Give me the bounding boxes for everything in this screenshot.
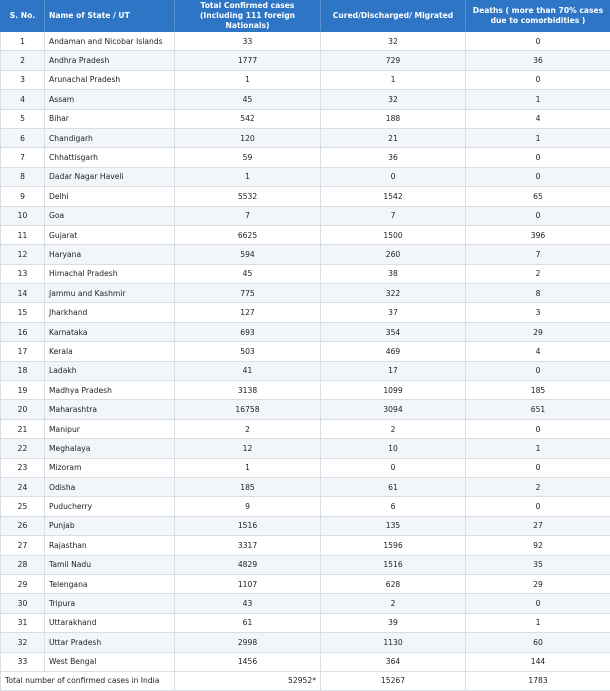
row-cured: 469 [321,342,466,361]
row-sno: 8 [1,167,45,186]
row-confirmed: 127 [175,303,321,322]
row-cured: 1 [321,70,466,89]
row-cured: 61 [321,477,466,496]
table-row [1,633,610,652]
header-cured: Cured/Discharged/ Migrated [321,1,466,32]
row-sno: 21 [1,419,45,438]
row-cured: 1596 [321,536,466,555]
row-deaths: 0 [466,148,610,167]
row-deaths: 29 [466,574,610,593]
row-deaths: 1 [466,439,610,458]
row-confirmed: 1 [175,167,321,186]
row-state: Jammu and Kashmir [45,284,175,303]
table-row [1,555,610,574]
header-confirmed: Total Confirmed cases (Including 111 foreign Nationals) [175,1,321,32]
row-deaths: 4 [466,342,610,361]
row-confirmed: 45 [175,90,321,109]
row-state: Andaman and Nicobar Islands [45,32,175,51]
table-row [1,90,610,109]
table-row [1,497,610,516]
row-state: Meghalaya [45,439,175,458]
row-confirmed: 1107 [175,574,321,593]
row-sno: 26 [1,516,45,535]
table-row [1,109,610,128]
table-row [1,264,610,283]
row-sno: 15 [1,303,45,322]
row-confirmed: 45 [175,264,321,283]
row-state: Puducherry [45,497,175,516]
total-confirmed: 52952* [175,671,321,690]
row-cured: 322 [321,284,466,303]
table-row [1,477,610,496]
row-state: Himachal Pradesh [45,264,175,283]
table-row [1,536,610,555]
row-cured: 36 [321,148,466,167]
table-row [1,594,610,613]
row-deaths: 3 [466,303,610,322]
row-cured: 2 [321,419,466,438]
table-row [1,381,610,400]
row-sno: 18 [1,361,45,380]
row-sno: 11 [1,225,45,244]
row-deaths: 35 [466,555,610,574]
row-deaths: 29 [466,322,610,341]
row-cured: 32 [321,90,466,109]
table-row [1,574,610,593]
row-state: Dadar Nagar Haveli [45,167,175,186]
row-confirmed: 33 [175,32,321,51]
row-cured: 32 [321,32,466,51]
row-deaths: 0 [466,594,610,613]
row-state: Madhya Pradesh [45,381,175,400]
row-deaths: 0 [466,497,610,516]
row-cured: 1500 [321,225,466,244]
row-sno: 28 [1,555,45,574]
row-cured: 364 [321,652,466,671]
table-row [1,458,610,477]
row-sno: 2 [1,51,45,70]
table-row [1,206,610,225]
header-deaths: Deaths ( more than 70% cases due to comorbidities ) [466,1,610,32]
row-state: Kerala [45,342,175,361]
row-cured: 188 [321,109,466,128]
table-row [1,439,610,458]
total-deaths: 1783 [466,671,610,690]
row-cured: 38 [321,264,466,283]
row-state: Manipur [45,419,175,438]
row-cured: 0 [321,458,466,477]
row-confirmed: 693 [175,322,321,341]
row-sno: 3 [1,70,45,89]
row-confirmed: 61 [175,613,321,632]
table-row [1,245,610,264]
row-sno: 30 [1,594,45,613]
row-sno: 16 [1,322,45,341]
table-row [1,303,610,322]
table-row [1,419,610,438]
table-row [1,613,610,632]
row-cured: 354 [321,322,466,341]
row-state: Jharkhand [45,303,175,322]
row-sno: 22 [1,439,45,458]
row-sno: 20 [1,400,45,419]
table-row [1,167,610,186]
row-state: West Bengal [45,652,175,671]
row-confirmed: 542 [175,109,321,128]
row-state: Mizoram [45,458,175,477]
row-state: Karnataka [45,322,175,341]
row-deaths: 4 [466,109,610,128]
row-sno: 14 [1,284,45,303]
row-state: Tripura [45,594,175,613]
row-confirmed: 7 [175,206,321,225]
row-deaths: 1 [466,90,610,109]
row-cured: 10 [321,439,466,458]
row-sno: 10 [1,206,45,225]
row-state: Bihar [45,109,175,128]
row-confirmed: 775 [175,284,321,303]
row-cured: 1542 [321,187,466,206]
table-row [1,284,610,303]
row-cured: 628 [321,574,466,593]
table-row [1,225,610,244]
row-cured: 1516 [321,555,466,574]
row-sno: 4 [1,90,45,109]
row-sno: 24 [1,477,45,496]
table-row [1,51,610,70]
row-sno: 5 [1,109,45,128]
table-row [1,128,610,147]
row-sno: 13 [1,264,45,283]
row-state: Ladakh [45,361,175,380]
row-cured: 39 [321,613,466,632]
row-state: Chhattisgarh [45,148,175,167]
row-deaths: 396 [466,225,610,244]
row-sno: 27 [1,536,45,555]
row-confirmed: 1516 [175,516,321,535]
row-confirmed: 4829 [175,555,321,574]
row-state: Rajasthan [45,536,175,555]
row-cured: 0 [321,167,466,186]
row-state: Telengana [45,574,175,593]
row-confirmed: 503 [175,342,321,361]
row-confirmed: 1 [175,70,321,89]
row-confirmed: 120 [175,128,321,147]
row-deaths: 0 [466,458,610,477]
row-deaths: 0 [466,419,610,438]
row-sno: 25 [1,497,45,516]
row-deaths: 1 [466,128,610,147]
header-state: Name of State / UT [45,1,175,32]
row-sno: 23 [1,458,45,477]
row-confirmed: 2 [175,419,321,438]
row-sno: 32 [1,633,45,652]
row-deaths: 27 [466,516,610,535]
row-deaths: 185 [466,381,610,400]
row-cured: 17 [321,361,466,380]
table-row [1,400,610,419]
row-cured: 21 [321,128,466,147]
row-confirmed: 16758 [175,400,321,419]
row-confirmed: 185 [175,477,321,496]
row-sno: 1 [1,32,45,51]
row-deaths: 92 [466,536,610,555]
total-cured: 15267 [321,671,466,690]
row-confirmed: 12 [175,439,321,458]
row-sno: 19 [1,381,45,400]
row-state: Assam [45,90,175,109]
row-state: Odisha [45,477,175,496]
row-state: Maharashtra [45,400,175,419]
row-state: Tamil Nadu [45,555,175,574]
header-sno: S. No. [1,1,45,32]
row-deaths: 0 [466,70,610,89]
header-row [1,1,610,32]
row-confirmed: 1 [175,458,321,477]
row-confirmed: 59 [175,148,321,167]
row-state: Andhra Pradesh [45,51,175,70]
row-confirmed: 41 [175,361,321,380]
row-cured: 260 [321,245,466,264]
row-confirmed: 1777 [175,51,321,70]
row-confirmed: 5532 [175,187,321,206]
row-deaths: 65 [466,187,610,206]
row-state: Arunachal Pradesh [45,70,175,89]
row-cured: 3094 [321,400,466,419]
row-deaths: 1 [466,613,610,632]
row-state: Gujarat [45,225,175,244]
row-deaths: 0 [466,32,610,51]
table-row [1,70,610,89]
row-sno: 7 [1,148,45,167]
table-body [1,32,610,672]
row-deaths: 651 [466,400,610,419]
table-row [1,516,610,535]
row-deaths: 144 [466,652,610,671]
row-cured: 729 [321,51,466,70]
row-cured: 1130 [321,633,466,652]
row-state: Punjab [45,516,175,535]
row-cured: 2 [321,594,466,613]
table-row [1,187,610,206]
row-sno: 12 [1,245,45,264]
row-cured: 1099 [321,381,466,400]
row-confirmed: 3317 [175,536,321,555]
row-sno: 6 [1,128,45,147]
row-deaths: 0 [466,167,610,186]
row-confirmed: 2998 [175,633,321,652]
row-state: Chandigarh [45,128,175,147]
table-row [1,652,610,671]
row-cured: 7 [321,206,466,225]
row-deaths: 60 [466,633,610,652]
row-deaths: 0 [466,361,610,380]
row-confirmed: 3138 [175,381,321,400]
row-deaths: 2 [466,264,610,283]
row-deaths: 36 [466,51,610,70]
row-deaths: 0 [466,206,610,225]
row-state: Uttar Pradesh [45,633,175,652]
table-row [1,342,610,361]
row-confirmed: 43 [175,594,321,613]
table-row [1,361,610,380]
total-label: Total number of confirmed cases in India [1,671,175,690]
row-cured: 135 [321,516,466,535]
row-cured: 6 [321,497,466,516]
row-sno: 17 [1,342,45,361]
table-row [1,322,610,341]
row-state: Haryana [45,245,175,264]
row-confirmed: 1456 [175,652,321,671]
row-cured: 37 [321,303,466,322]
row-deaths: 2 [466,477,610,496]
row-deaths: 7 [466,245,610,264]
row-state: Delhi [45,187,175,206]
row-deaths: 8 [466,284,610,303]
row-sno: 33 [1,652,45,671]
table-row [1,32,610,51]
table-row [1,148,610,167]
row-state: Uttarakhand [45,613,175,632]
row-sno: 9 [1,187,45,206]
row-sno: 29 [1,574,45,593]
row-confirmed: 6625 [175,225,321,244]
total-row [1,671,610,690]
row-sno: 31 [1,613,45,632]
row-confirmed: 9 [175,497,321,516]
row-confirmed: 594 [175,245,321,264]
row-state: Goa [45,206,175,225]
